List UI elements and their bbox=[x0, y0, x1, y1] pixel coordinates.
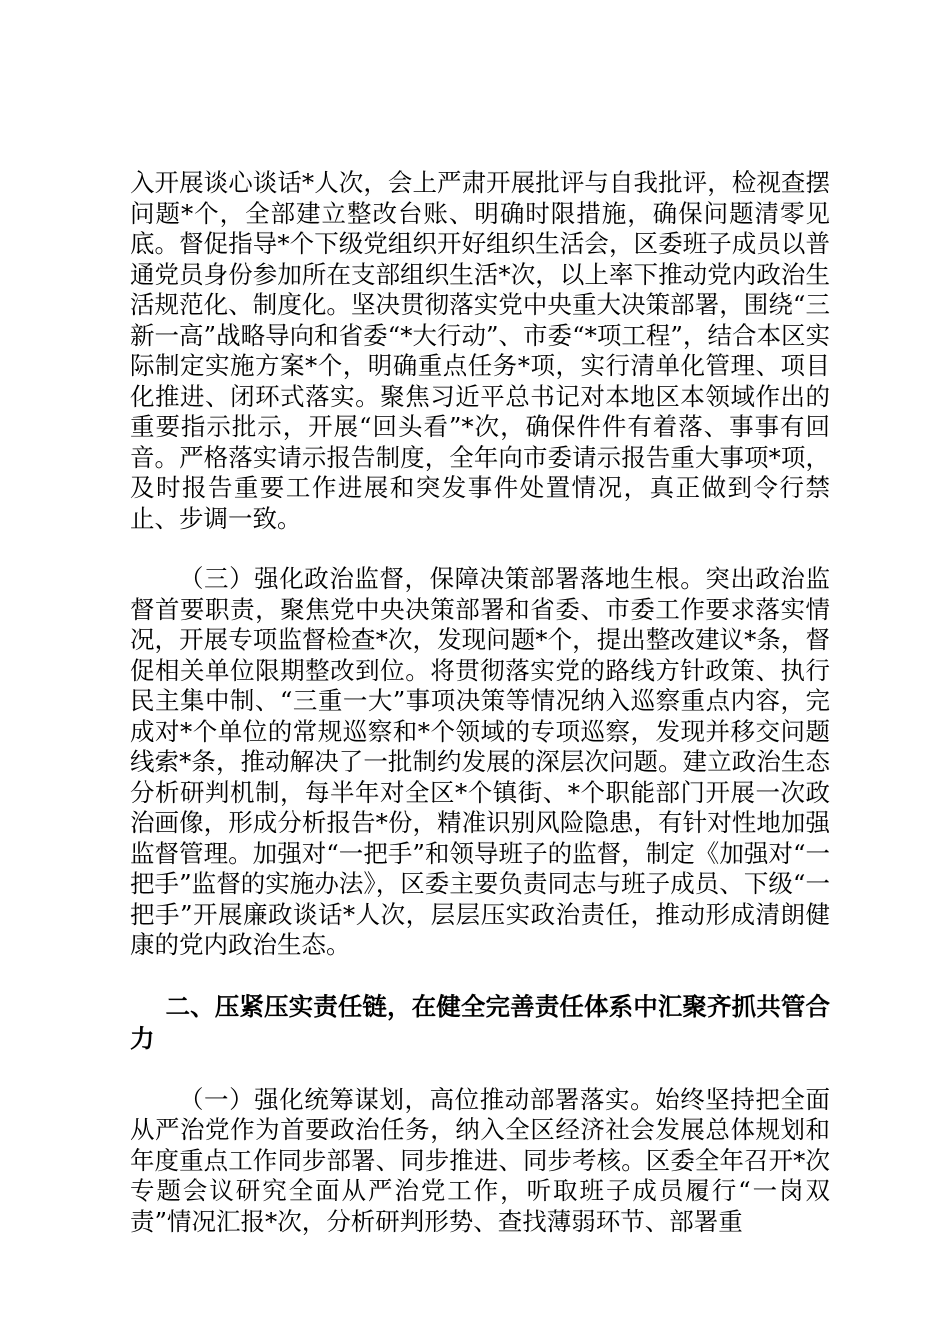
document-page bbox=[130, 168, 830, 1237]
section-heading-2: 二、压紧压实责任链，在健全完善责任体系中汇聚齐抓共管合力 bbox=[130, 991, 830, 1053]
body-paragraph-overall-planning: （一）强化统筹谋划，高位推动部署落实。始终坚持把全面从严治党作为首要政治任务，纳入全区经济社会发展总体规划和年度重点工作同步部署、同步推进、同步考核。区委全年召开*次专题会议研究全面从严治党工作，听取班子成员履行“一岗双责”情况汇报*次，分析研判形势、查找薄弱环节、部署重 bbox=[130, 1084, 830, 1236]
body-paragraph-continued: 入开展谈心谈话*人次，会上严肃开展批评与自我批评，检视查摆问题*个，全部建立整改台账、明确时限措施，确保问题清零见底。督促指导*个下级党组织开好组织生活会，区委班子成员以普通党员身份参加所在支部组织生活*次，以上率下推动党内政治生活规范化、制度化。坚决贯彻落实党中央重大决策部署，围绕“三新一高”战略导向和省委“*大行动”、市委“*项工程”，结合本区实际制定实施方案*个，明确重点任务*项，实行清单化管理、项目化推进、闭环式落实。聚焦习近平总书记对本地区本领域作出的重要指示批示，开展“回头看”*次，确保件件有着落、事事有回音。严格落实请示报告制度，全年向市委请示报告重大事项*项，及时报告重要工作进展和突发事件处置情况，真正做到令行禁止、步调一致。 bbox=[130, 168, 830, 533]
body-paragraph-political-supervision: （三）强化政治监督，保障决策部署落地生根。突出政治监督首要职责，聚焦党中央决策部署和省委、市委工作要求落实情况，开展专项监督检查*次，发现问题*个，提出整改建议*条，督促相关单位限期整改到位。将贯彻落实党的路线方针政策、执行民主集中制、“三重一大”事项决策等情况纳入巡察重点内容，完成对*个单位的常规巡察和*个领域的专项巡察，发现并移交问题线索*条，推动解决了一批制约发展的深层次问题。建立政治生态分析研判机制，每半年对全区*个镇街、*个职能部门开展一次政治画像，形成分析报告*份，精准识别风险隐患，有针对性地加强监督管理。加强对“一把手”和领导班子的监督，制定《加强对“一把手”监督的实施办法》，区委主要负责同志与班子成员、下级“一把手”开展廉政谈话*人次，层层压实政治责任，推动形成清朗健康的党内政治生态。 bbox=[130, 564, 830, 959]
